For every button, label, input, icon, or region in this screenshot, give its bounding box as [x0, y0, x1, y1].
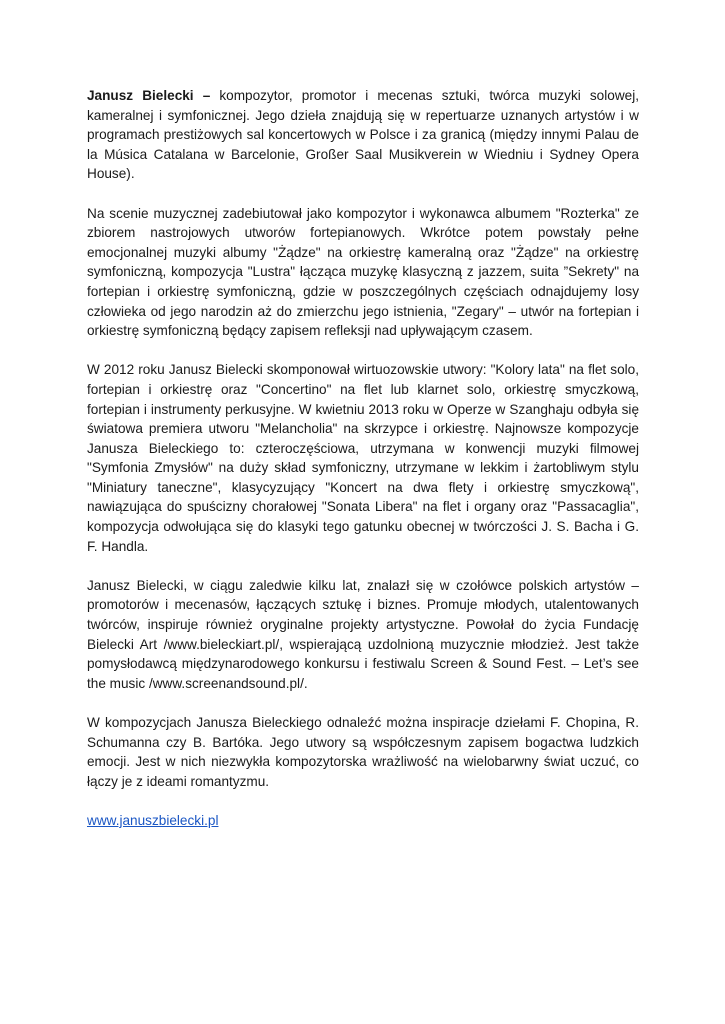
- website-paragraph: [87, 811, 639, 831]
- inspiration-paragraph: W kompozycjach Janusza Bieleckiego odnaleźć można inspiracje dziełami F. Chopina, R. Schumanna czy B. Bartóka. Jego utwory są współczesnym zapisem bogactwa ludzkich emocji. Jest w nich niezwykła kompozytorska wrażliwość na wielobarwny świat uczuć, co łączy je z ideami romantyzmu.: [87, 715, 639, 789]
- author-name: Janusz Bielecki –: [87, 88, 211, 103]
- debut-paragraph: Na scenie muzycznej zadebiutował jako kompozytor i wykonawca albumem "Rozterka" ze zbiorem nastrojowych utworów fortepianowych. Wkrótce potem powstały pełne emocjonalnej muzyki albumy "Żądze" na orkiestrę kameralną oraz "Żądze" na orkiestrę symfoniczną, kompozycja "Lustra" łącząca muzykę klasyczną z jazzem, suita ”Sekrety" na fortepian i orkiestrę symfoniczną, gdzie w poszczególnych częściach odnajdujemy losy człowieka od jego narodzin aż do zmierzchu jego istnienia, "Zegary" – utwór na fortepian i orkiestrę symfoniczną będący zapisem refleksji nad upływającym czasem.: [87, 205, 639, 339]
- works-paragraph: W 2012 roku Janusz Bielecki skomponował wirtuozowskie utwory: "Kolory lata" na flet solo, fortepian i orkiestrę oraz "Concertino" na flet lub klarnet solo, orkiestrę smyczkową, fortepian i instrumenty perkusyjne. W kwietniu 2013 roku w Operze w Szanghaju odbyła się światowa premiera utworu "Melancholia" na skrzypce i orkiestrę. Najnowsze kompozycje Janusza Bieleckiego to: czteroczęściowa, utrzymana w konwencji muzyki filmowej "Symfonia Zmysłów" na duży skład symfoniczny, utrzymane w lekkim i żartobliwym stylu "Miniatury taneczne", klasycyzujący "Koncert na dwa flety i orkiestrę smyczkową", nawiązująca do spuścizny chorałowej "Sonata Libera" na flet i organy oraz "Passacaglia", kompozycja odwołująca się do klasyki tego gatunku obecnej w twórczości J. S. Bacha i G. F. Handla.: [87, 362, 639, 554]
- intro-paragraph: [87, 86, 639, 184]
- website-link[interactable]: www.januszbielecki.pl: [87, 812, 219, 828]
- patronage-paragraph: Janusz Bielecki, w ciągu zaledwie kilku lat, znalazł się w czołówce polskich artystów – promotorów i mecenasów, łączących sztukę i biznes. Promuje młodych, utalentowanych twórców, inspiruje również oryginalne projekty artystyczne. Powołał do życia Fundację Bielecki Art /www.bieleckiart.pl/, wspierającą uzdolnioną muzycznie młodzież. Jest także pomysłodawcą międzynarodowego konkursu i festiwalu Screen & Sound Fest. – Let’s see the music /www.screenandsound.pl/.: [87, 577, 639, 691]
- document-body: [87, 86, 639, 850]
- intro-text: kompozytor, promotor i mecenas sztuki, twórca muzyki solowej, kameralnej i symfonicznej. Jego dzieła znajdują się w repertuarze uznanych artystów i w programach prestiżowych sal koncertowych w Polsce i za granicą (między innymi Palau de la Música Catalana w Barcelonie, Großer Saal Musikverein w Wiedniu i Sydney Opera House).: [87, 88, 639, 182]
